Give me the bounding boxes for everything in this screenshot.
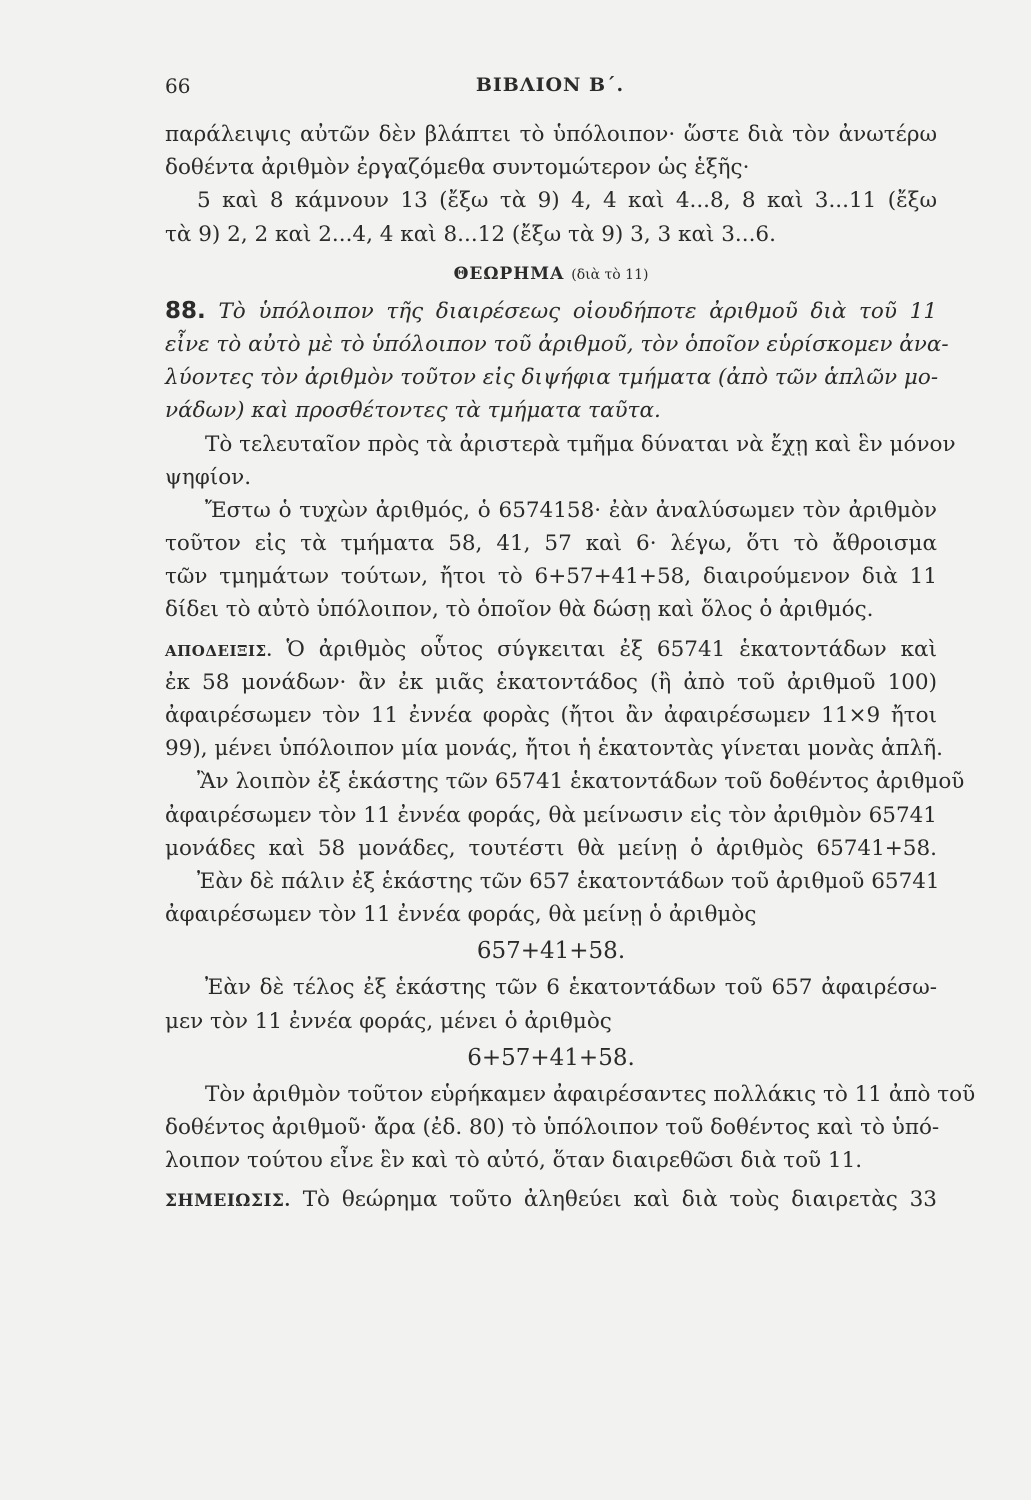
proof-line: Ἂν λοιπὸν ἐξ ἑκάστης τῶν 65741 ἑκατοντάδων τοῦ δοθέντος ἀριθμοῦ bbox=[197, 769, 965, 795]
proof-line: ἐκ 58 μονάδων· ἂν ἐκ μιᾶς ἑκατοντάδος (ἢ ἀπὸ τοῦ ἀριθμοῦ 100) bbox=[165, 669, 937, 695]
formula: 657+41+58. bbox=[476, 938, 626, 965]
proof-line: μεν τὸν 11 ἐννέα φοράς, μένει ὁ ἀριθμὸς bbox=[165, 1008, 612, 1034]
proof-text: Ὁ ἀριθμὸς οὗτος σύγκειται ἐξ 65741 ἑκατοντάδων καὶ bbox=[286, 636, 937, 662]
theorem-title: ΘΕΩΡΗΜΑ bbox=[453, 263, 565, 284]
example-line: τῶν τμημάτων τούτων, ἤτοι τὸ 6+57+41+58, διαιρούμενον διὰ 11 bbox=[165, 564, 937, 590]
proof-line: Τὸν ἀριθμὸν τοῦτον εὑρήκαμεν ἀφαιρέσαντες πολλάκις τὸ 11 ἀπὸ τοῦ bbox=[205, 1081, 976, 1107]
proof-line: 99), μένει ὑπόλοιπον μία μονάς, ἤτοι ἡ ἑκατοντὰς γίνεται μονὰς ἁπλῆ. bbox=[165, 736, 944, 762]
proof-line: ἀφαιρέσωμεν τὸν 11 ἐννέα φοράς, θὰ μείνωσιν εἰς τὸν ἀριθμὸν 65741 bbox=[165, 802, 937, 828]
text-line: δοθέντα ἀριθμὸν ἐργαζόμεθα συντομώτερον ὡς ἑξῆς· bbox=[165, 155, 750, 181]
theorem-line: λύοντες τὸν ἀριθμὸν τοῦτον εἰς διψήφια τμήματα (ἀπὸ τῶν ἁπλῶν μο- bbox=[165, 365, 939, 391]
text-line: παράλειψις αὐτῶν δὲν βλάπτει τὸ ὑπόλοιπον· ὥστε διὰ τὸν ἀνωτέρω bbox=[165, 122, 937, 147]
proof-line: δοθέντος ἀριθμοῦ· ἄρα (ἐδ. 80) τὸ ὑπόλοιπον τοῦ δοθέντος καὶ τὸ ὑπό- bbox=[165, 1114, 940, 1140]
theorem-line: εἶνε τὸ αὐτὸ μὲ τὸ ὑπόλοιπον τοῦ ἀριθμοῦ, τὸν ὁποῖον εὑρίσκομεν ἀνα- bbox=[165, 331, 949, 357]
proof-line: Ἐὰν δὲ πάλιν ἐξ ἑκάστης τῶν 657 ἑκατοντάδων τοῦ ἀριθμοῦ 65741 bbox=[197, 868, 940, 894]
text-line: Τὸ τελευταῖον πρὸς τὰ ἀριστερὰ τμῆμα δύναται νὰ ἔχῃ καὶ ἓν μόνον bbox=[205, 431, 956, 457]
note-line bbox=[165, 1183, 937, 1216]
text-line: τὰ 9) 2, 2 καὶ 2...4, 4 καὶ 8...12 (ἔξω τὰ 9) 3, 3 καὶ 3...6. bbox=[165, 221, 776, 247]
formula: 6+57+41+58. bbox=[467, 1044, 635, 1071]
theorem-line bbox=[165, 295, 937, 328]
proof-line: ἀφαιρέσωμεν τὸν 11 ἐννέα φορὰς (ἤτοι ἂν ἀφαιρέσωμεν 11×9 ἤτοι bbox=[165, 703, 937, 728]
page-number: 66 bbox=[165, 74, 191, 98]
theorem-subtitle: (διὰ τὸ 11) bbox=[571, 266, 649, 283]
note-text: Τὸ θεώρημα τοῦτο ἀληθεύει καὶ διὰ τοὺς διαιρετὰς 33 bbox=[302, 1187, 937, 1213]
running-title: ΒΙΒΛΙΟΝ Β΄. bbox=[475, 74, 625, 96]
page-body bbox=[165, 118, 976, 1216]
theorem-line: νάδων) καὶ προσθέτοντες τὰ τμήματα ταῦτα. bbox=[165, 398, 661, 424]
proof-label: ΑΠΟΔΕΙΞΙΣ. bbox=[165, 641, 273, 660]
example-line: Ἔστω ὁ τυχὼν ἀριθμός, ὁ 6574158· ἐὰν ἀναλύσωμεν τὸν ἀριθμὸν bbox=[205, 497, 937, 523]
proof-line: ἀφαιρέσωμεν τὸν 11 ἐννέα φοράς, θὰ μείνῃ ὁ ἀριθμὸς bbox=[165, 902, 757, 928]
proof-line: μονάδες καὶ 58 μονάδες, τουτέστι θὰ μείνῃ ὁ ἀριθμὸς 65741+58. bbox=[165, 835, 937, 861]
text-line: 5 καὶ 8 κάμνουν 13 (ἔξω τὰ 9) 4, 4 καὶ 4...8, 8 καὶ 3...11 (ἔξω bbox=[197, 188, 937, 214]
text-line: ψηφίον. bbox=[165, 464, 252, 490]
proof-line: λοιπον τούτου εἶνε ἓν καὶ τὸ αὐτό, ὅταν διαιρεθῶσι διὰ τοῦ 11. bbox=[165, 1148, 863, 1174]
proof-line: Ἐὰν δὲ τέλος ἐξ ἑκάστης τῶν 6 ἑκατοντάδων τοῦ 657 ἀφαιρέσω- bbox=[205, 975, 937, 1001]
example-line: δίδει τὸ αὐτὸ ὑπόλοιπον, τὸ ὁποῖον θὰ δώσῃ καὶ ὅλος ὁ ἀριθμός. bbox=[165, 597, 874, 623]
page-header bbox=[165, 74, 935, 104]
theorem-heading bbox=[165, 259, 937, 289]
proof-line bbox=[165, 633, 937, 666]
theorem-text: Τὸ ὑπόλοιπον τῆς διαιρέσεως οἱουδήποτε ἀριθμοῦ διὰ τοῦ 11 bbox=[218, 298, 937, 324]
example-line: τοῦτον εἰς τὰ τμήματα 58, 41, 57 καὶ 6· λέγω, ὅτι τὸ ἄθροισμα bbox=[165, 531, 937, 557]
note-label: ΣΗΜΕΙΩΣΙΣ. bbox=[165, 1191, 291, 1212]
theorem-number: 88. bbox=[165, 297, 206, 324]
